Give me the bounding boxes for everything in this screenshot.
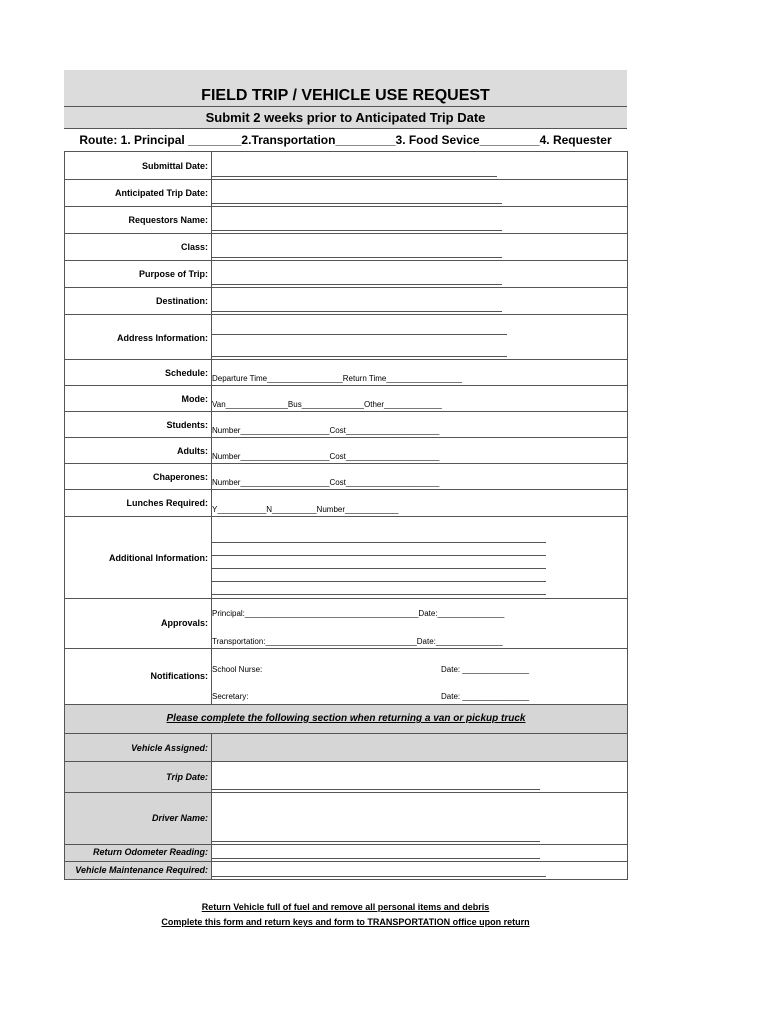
trip-date-label: Trip Date: <box>166 772 208 782</box>
row-additional-information <box>65 517 627 599</box>
notify-secretary-label: Secretary: <box>212 692 249 701</box>
row-lunches-required <box>65 490 627 517</box>
footer-line-1: Return Vehicle full of fuel and remove all personal items and debris <box>201 902 490 912</box>
destination-label: Destination: <box>155 296 208 306</box>
row-schedule <box>65 360 627 386</box>
additional-line-5[interactable] <box>212 594 546 595</box>
row-mode <box>65 386 627 412</box>
lunches-field[interactable]: Y___________N__________Number____________ <box>212 505 399 514</box>
anticipated-trip-date-field[interactable] <box>212 203 502 204</box>
notify-nurse-label: School Nurse: <box>212 665 263 674</box>
mode-field[interactable]: Van______________Bus______________Other_____________ <box>212 400 442 409</box>
address-information-label: Address Information: <box>116 333 208 343</box>
vehicle-section-note: Please complete the following section when returning a van or pickup truck <box>166 713 526 724</box>
lunches-required-label: Lunches Required: <box>126 498 208 508</box>
class-field[interactable] <box>212 257 502 258</box>
trip-date-field[interactable] <box>212 762 627 792</box>
additional-information-label: Additional Information: <box>109 553 208 563</box>
address-line-2[interactable] <box>212 356 507 357</box>
students-field[interactable]: Number____________________Cost_____________________ <box>212 426 440 435</box>
requestors-name-field[interactable] <box>212 230 502 231</box>
row-vehicle-maintenance <box>65 862 627 879</box>
approvals-label: Approvals: <box>160 618 208 628</box>
row-destination <box>65 288 627 315</box>
anticipated-trip-date-label: Anticipated Trip Date: <box>114 188 208 198</box>
row-vehicle-assigned <box>65 734 627 762</box>
row-class <box>65 234 627 261</box>
additional-line-1[interactable] <box>212 542 546 543</box>
purpose-of-trip-label: Purpose of Trip: <box>138 269 208 279</box>
vehicle-assigned-field[interactable] <box>212 734 627 761</box>
row-requestors-name <box>65 207 627 234</box>
row-chaperones <box>65 464 627 490</box>
footer-line-2: Complete this form and return keys and form to TRANSPORTATION office upon return <box>161 917 530 927</box>
mode-label: Mode: <box>181 394 208 404</box>
vehicle-section-header <box>65 705 627 734</box>
route-line: Route: 1. Principal ________2.Transportation_________3. Food Sevice_________4. Requester <box>79 133 612 147</box>
destination-field[interactable] <box>212 311 502 312</box>
row-approvals <box>65 599 627 649</box>
chaperones-field[interactable]: Number____________________Cost_____________________ <box>212 478 440 487</box>
additional-line-3[interactable] <box>212 568 546 569</box>
row-submittal-date <box>65 152 627 180</box>
class-label: Class: <box>180 242 208 252</box>
driver-name-label: Driver Name: <box>151 813 208 823</box>
approval-transportation-field[interactable]: Transportation:__________________________________Date:_______________ <box>212 637 503 646</box>
notify-nurse-date[interactable]: Date: _______________ <box>441 665 530 674</box>
submittal-date-field[interactable] <box>212 176 497 177</box>
row-adults <box>65 438 627 464</box>
vehicle-maintenance-label: Vehicle Maintenance Required: <box>75 865 208 875</box>
notifications-label: Notifications: <box>150 671 208 681</box>
chaperones-label: Chaperones: <box>152 472 208 482</box>
requestors-name-label: Requestors Name: <box>128 215 208 225</box>
adults-field[interactable]: Number____________________Cost_____________________ <box>212 452 440 461</box>
students-label: Students: <box>166 420 208 430</box>
driver-name-field[interactable] <box>212 793 627 844</box>
adults-label: Adults: <box>177 446 208 456</box>
additional-line-4[interactable] <box>212 581 546 582</box>
row-notifications <box>65 649 627 705</box>
request-form <box>64 151 628 880</box>
return-odometer-field[interactable] <box>212 845 627 861</box>
row-trip-date <box>65 762 627 793</box>
vehicle-maintenance-field[interactable] <box>212 862 627 879</box>
approval-principal-field[interactable]: Principal:_______________________________________Date:_______________ <box>212 609 505 618</box>
row-students <box>65 412 627 438</box>
additional-line-2[interactable] <box>212 555 546 556</box>
row-purpose-of-trip <box>65 261 627 288</box>
notify-secretary-date[interactable]: Date: _______________ <box>441 692 530 701</box>
row-anticipated-trip-date <box>65 180 627 207</box>
form-subtitle: Submit 2 weeks prior to Anticipated Trip Date <box>64 107 627 129</box>
schedule-field[interactable]: Departure Time_________________Return Time_________________ <box>212 374 462 383</box>
form-title: FIELD TRIP / VEHICLE USE REQUEST <box>64 70 627 107</box>
submittal-date-label: Submittal Date: <box>141 161 208 171</box>
row-return-odometer <box>65 845 627 862</box>
schedule-label: Schedule: <box>164 368 208 378</box>
address-line-1[interactable] <box>212 334 507 335</box>
row-driver-name <box>65 793 627 845</box>
row-address-information <box>65 315 627 360</box>
vehicle-assigned-label: Vehicle Assigned: <box>131 743 208 753</box>
purpose-of-trip-field[interactable] <box>212 284 502 285</box>
return-odometer-label: Return Odometer Reading: <box>92 847 208 857</box>
